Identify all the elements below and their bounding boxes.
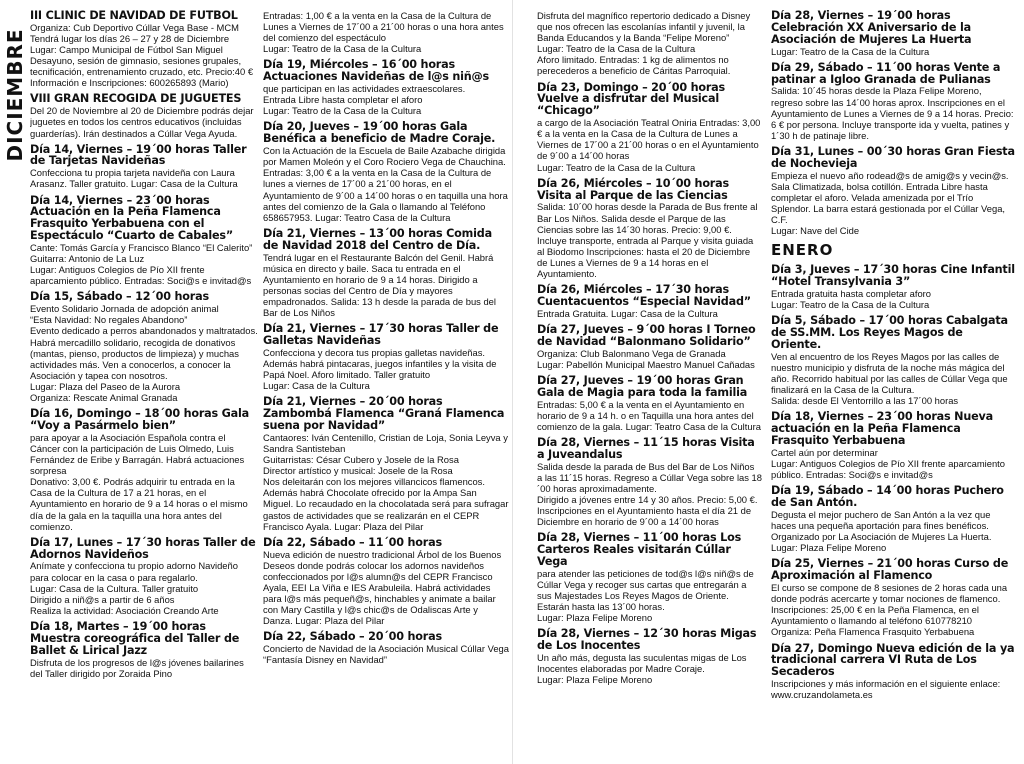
event-title: Día 28, Viernes – 12´30 horas Migas de Los Inocentes <box>537 627 757 653</box>
event-detail: Un año más, degusta las suculentas migas de Los Inocentes elaboradas por Madre Coraje. <box>537 652 747 675</box>
event-title: Día 17, Lunes – 17´30 horas Taller de Adornos Navideños <box>30 535 256 561</box>
event-item <box>263 396 509 531</box>
event-item <box>537 532 762 623</box>
event-item <box>537 437 762 527</box>
event-detail: Lugar: Plaza del Paseo de la Aurora <box>30 380 181 392</box>
event-item <box>263 631 509 665</box>
event-detail: Ven al encuentro de los Reyes Magos por las calles de nuestro municipio y disfruta de la noche más mágica del año. Recorrido habitual por las calles de Cúllar Vega que finalizará en la Casa de la Cultura. <box>771 350 1008 396</box>
event-item <box>30 621 258 679</box>
event-detail: Donativo: 3,00 €. Podrás adquirir tu entrada en la Casa de la Cultura de 17 a 21 horas, en el Ayuntamiento en horario de 9 a 14 horas o el mismo día de la gala en la taquilla una hora antes del comienzo. <box>30 476 248 532</box>
event-detail: Lugar: Antiguos Colegios de Pío XII frente aparcamiento público. Entradas: Soci@s e invitad@s <box>771 458 1005 481</box>
event-detail: a cargo de la Asociación Teatral Oniria Entradas: 3,00 € a la venta en la Casa de la Cultura de Lunes a Viernes de 17´00 a 21´00 horas o en el Ayuntamiento de 9´00 a 14´00 horas <box>537 117 761 162</box>
event-title: Día 27, Jueves – 19´00 horas Gran Gala de Magia para toda la familia <box>537 373 748 399</box>
event-title: Día 19, Miércoles – 16´00 horas Actuaciones Navideñas de l@s niñ@s <box>263 58 489 84</box>
event-title: Día 20, Jueves – 19´00 horas Gala Benéfica a beneficio de Madre Coraje. <box>263 120 496 146</box>
event-detail: Anímate y confecciona tu propio adorno Navideño para colocar en la casa o para regalarlo. <box>30 560 238 583</box>
event-detail: Lugar: Plaza Felipe Moreno <box>537 674 653 686</box>
event-title: Día 28, Viernes – 11´15 horas Visita a Juveandalus <box>537 435 755 461</box>
column-3 <box>537 10 762 760</box>
event-detail: Inscripciones y más información en el siguiente enlace: www.cruzandolameta.es <box>771 678 1001 701</box>
event-item <box>537 628 762 685</box>
event-title: Día 27, Jueves – 9´00 horas I Torneo de Navidad “Balonmano Solidario” <box>537 322 756 348</box>
event-detail: Empieza el nuevo año rodead@s de amig@s y vecin@s. Sala Climatizada, bolsa cotillón. Entrada Libre hasta completar el aforo. Velada amenizada por el Trío Splendor. La barra estará gestionada por el Cúllar Vega, C.F. <box>771 169 1009 226</box>
event-detail: Del 20 de Noviembre al 20 de Diciembre podrás dejar juguetes en todos los centros educativos (incluidas guarderías). Irán destinados a Cúllar Vega Ayuda. <box>30 105 254 139</box>
event-detail: Cartel aún por determinar <box>771 446 878 458</box>
event-item <box>537 375 762 432</box>
event-item <box>30 291 258 403</box>
event-detail: Organiza: Cub Deportivo Cúllar Vega Base - MCM <box>30 21 239 33</box>
event-title: III CLINIC DE NAVIDAD DE FÚTBOL <box>30 10 238 22</box>
event-item <box>537 284 762 319</box>
event-title: Día 22, Sábado – 20´00 horas <box>263 630 442 644</box>
event-item <box>771 264 1015 310</box>
side-month-label <box>2 30 28 160</box>
event-detail: Lugar: Teatro de la Casa de la Cultura <box>771 45 930 57</box>
event-detail: Salida desde la parada de Bus del Bar de Los Niños a las 11´15 horas. Regreso a Cúllar Vega sobre las 18´00 horas aproximadamente. <box>537 460 762 494</box>
event-detail: Realiza la actividad: Asociación Creando Arte <box>30 604 219 616</box>
event-detail: Aforo limitado. Entradas: 1 kg de alimentos no perecederos a beneficio de Cáritas Parroquial. <box>537 54 731 77</box>
event-detail: Dirigido a niñ@s a partir de 6 años <box>30 593 175 605</box>
event-detail: Información e Inscripciones: 600265893 (Mario) <box>30 77 229 89</box>
event-title: Día 3, Jueves – 17´30 horas Cine Infantil “Hotel Transylvania 3” <box>771 263 1015 289</box>
event-detail: para atender las peticiones de tod@s l@s niñ@s de Cúllar Vega y recoger sus cartas que entregarán a sus Majestades Los Reyes Magos de Oriente. Estarán hasta las 13´00 horas. <box>537 567 754 613</box>
event-item <box>771 411 1015 480</box>
event-item <box>30 408 258 532</box>
event-detail: Salida: 10´00 horas desde la Parada de Bus frente al Bar Los Niños. Salida desde el Parque de las Ciencias sobre las 14´30 horas. Precio: 9,00 €. Incluye transporte, entrada al Parque y visita guiada al Biodomo Inscripciones: hasta el 20 de Diciembre de Lunes a Viernes de 9 a 14 horas en el Ayuntamiento. <box>537 201 758 279</box>
event-detail: Entradas: 5,00 € a la venta en el Ayuntamiento en horario de 9 a 14 h. o en Taquilla una hora antes del comienzo de la gala. Lugar: Teatro Casa de la Cultura <box>537 398 761 432</box>
event-title: Día 22, Sábado – 11´00 horas <box>263 535 442 549</box>
month-heading: ENERO <box>771 241 834 260</box>
event-title: Día 16, Domingo – 18´00 horas Gala “Voy a Pasármelo bien” <box>30 407 249 432</box>
event-title: Día 29, Sábado – 11´00 horas Vente a patinar a Igloo Granada de Pulianas <box>771 60 1001 86</box>
event-detail: Lugar: Casa de la Cultura <box>263 380 370 392</box>
event-title: Día 25, Viernes – 21´00 horas Curso de Aproximación al Flamenco <box>771 557 1009 583</box>
event-detail: Nos deleitarán con los mejores villancicos flamencos. Además habrá Chocolate ofrecido por la Ampa San Miguel. Lo recaudado en la chocolatada será para sufragar gastos de actividades que se realizarán en el CEPR Francisco Ayala. Lugar: Plaza del Pilar <box>263 476 509 532</box>
event-detail: “Esta Navidad: No regales Abandono” <box>30 314 188 326</box>
event-detail: Lugar: Pabellón Municipal Maestro Manuel Cañadas <box>537 358 755 370</box>
event-detail: Desayuno, sesión de gimnasio, sesiones grupales, tecnificación, entrenamiento cruzado, etc. Precio:40 € <box>30 55 254 78</box>
event-detail: Salida: 10´45 horas desde la Plaza Felipe Moreno, regreso sobre las 14´00 horas aprox. Inscripciones en el Ayuntamiento de Lunes a Viernes de 9 a 14 horas. Precio: 6 € por persona. Incluye transporte ida y vuelta, patines y 1´30 h de patinaje libre. <box>771 85 1014 141</box>
event-title: Día 19, Sábado – 14´00 horas Puchero de San Antón. <box>771 484 1004 510</box>
event-detail: Dirigido a jóvenes entre 14 y 30 años. Precio: 5,00 €. Inscripciones en el Ayuntamiento hasta el día 21 de Diciembre en horario de 9´00 a 14´00 horas <box>537 493 758 528</box>
event-detail: Entradas: 1,00 € a la venta en la Casa de la Cultura de Lunes a Viernes de 17´00 a 21´00 horas o una hora antes del comienzo del espectáculo <box>263 10 504 44</box>
event-title: Día 23, Domingo – 20´00 horas Vuelve a disfrutar del Musical “Chicago” <box>537 80 725 118</box>
event-detail: Lugar: Teatro de la Casa de la Cultura <box>537 43 696 55</box>
event-item <box>537 324 762 370</box>
event-item <box>537 178 762 279</box>
event-detail: Confecciona tu propia tarjeta navideña con Laura Arasanz. Taller gratuito. Lugar: Casa de la Cultura <box>30 167 238 190</box>
event-detail: Entrada gratuita hasta completar aforo <box>771 288 931 299</box>
event-item <box>263 10 509 54</box>
event-title: Día 28, Viernes – 19´00 horas Celebración XX Aniversario de la Asociación de Mujeres La Huerta <box>771 10 972 46</box>
event-detail: Lugar: Antiguos Colegios de Pío XII frente aparcamiento público. Entradas: Soci@s e invitad@s <box>30 264 252 287</box>
event-detail: para apoyar a la Asociación Española contra el Cáncer con la participación de Luis Olmedo, Luis Fernández de Eribe y Barragán. Habrá actuaciones sorpresa <box>30 431 245 477</box>
column-1 <box>30 10 258 760</box>
event-item <box>30 10 258 88</box>
event-title: Día 28, Viernes – 11´00 horas Los Carteros Reales visitarán Cúllar Vega <box>537 531 742 568</box>
event-item <box>263 323 509 391</box>
event-detail: Concierto de Navidad de la Asociación Musical Cúllar Vega <box>263 643 509 655</box>
fold-line <box>512 0 513 764</box>
event-detail: Cantaores: Iván Centenillo, Cristian de Loja, Sonia Leyva y Sandra Santisteban <box>263 431 508 454</box>
event-item <box>771 62 1015 141</box>
event-item <box>30 144 258 190</box>
event-detail: Lugar: Teatro de la Casa de la Cultura <box>537 161 696 173</box>
event-detail: Organiza: Club Balonmano Vega de Granada <box>537 347 726 359</box>
event-title: Día 15, Sábado – 12´00 horas <box>30 290 209 304</box>
event-detail: Tendrá lugar en el Restaurante Balcón del Genil. Habrá música en directo y baile. Saca tu entrada en el Ayuntamiento en horario de 9 a 14 horas. Dirigido a personas socias del Centro de Día y mayores empadronados. Salida: 13 h desde la parada de bus del Bar de Los Niños <box>263 251 496 319</box>
event-item <box>537 82 762 173</box>
event-detail: Lugar: Teatro de la Casa de la Cultura <box>771 299 930 311</box>
event-item <box>771 315 1015 406</box>
event-detail: “Fantasía Disney en Navidad” <box>263 654 388 666</box>
event-detail: Organiza: Rescate Animal Granada <box>30 392 178 404</box>
event-item <box>771 146 1015 236</box>
event-item <box>771 485 1015 553</box>
event-item <box>771 10 1015 57</box>
event-title: Día 27, Domingo Nueva edición de la ya tradicional carrera VI Ruta de Los Secaderos <box>771 641 1015 679</box>
event-detail: Cante: Tomás García y Francisco Blanco “El Calerito” <box>30 242 253 254</box>
column-2 <box>263 10 509 760</box>
event-title: Día 5, Sábado – 17´00 horas Cabalgata de SS.MM. Los Reyes Magos de Oriente. <box>771 314 1008 351</box>
event-title: Día 26, Miércoles – 17´30 horas Cuentacuentos “Especial Navidad” <box>537 283 751 308</box>
event-title: Día 18, Viernes – 23´00 horas Nueva actuación en la Peña Flamenca Frasquito Yerbabuena <box>771 410 993 448</box>
event-detail: Director artístico y musical: Josele de la Rosa <box>263 465 453 477</box>
event-item <box>263 228 509 318</box>
event-item <box>771 643 1015 701</box>
event-item <box>537 10 762 77</box>
event-detail: Lugar: Casa de la Cultura. Taller gratuito <box>30 582 199 594</box>
event-detail: Entrada Libre hasta completar el aforo <box>263 94 423 106</box>
event-item <box>30 537 258 616</box>
event-detail: Lugar: Teatro de la Casa de la Cultura <box>263 105 422 117</box>
event-title: Día 26, Miércoles – 10´00 horas Visita al Parque de las Ciencias <box>537 176 729 202</box>
event-item <box>771 558 1015 637</box>
side-title: DICIEMBRE <box>3 28 27 162</box>
event-detail: Degusta el mejor puchero de San Antón a la vez que haces una pequeña aportación para fines benéficos. Organizado por La Asociación de Mujeres La Huerta. Lugar: Plaza Felipe Moreno <box>771 508 992 554</box>
event-detail: Evento Solidario Jornada de adopción animal <box>30 303 219 315</box>
event-item <box>263 121 509 222</box>
event-detail: Disfruta del magnífico repertorio dedicado a Disney que nos ofrecen las escolanías infantil y juvenil, la Banda Educandos y la Banda “Felipe Moreno” <box>537 10 751 44</box>
column-4 <box>771 10 1015 760</box>
event-detail: Disfruta de los progresos de l@s jóvenes bailarines del Taller dirigido por Zoraida Pino <box>30 656 244 679</box>
event-item <box>30 195 258 287</box>
event-title: Día 18, Martes – 19´00 horas Muestra coreográfica del Taller de Ballet & Lirical Jazz <box>30 619 240 657</box>
event-detail: Lugar: Plaza Felipe Moreno <box>537 612 653 624</box>
event-detail: Con la Actuación de la Escuela de Baile Azabache dirigida por Mamen Moleón y el Coro Rociero Vega de Chauchina. Entradas: 3,00 € a la venta en la Casa de la Cultura de lunes a viernes de 17´00 a 21´00 horas, en el Ayuntamiento de 9´00 a 14´00 horas o en taquilla una hora antes del comienzo de la Gala o llamando al Teléfono 658657953. Lugar: Teatro Casa de la Cultura <box>263 145 508 223</box>
event-detail: Organiza: Peña Flamenca Frasquito Yerbabuena <box>771 626 975 638</box>
event-detail: Lugar: Nave del Cide <box>771 225 860 237</box>
event-item <box>263 59 509 116</box>
event-item <box>30 93 258 138</box>
event-item <box>263 537 509 627</box>
event-detail: Lugar: Teatro de la Casa de la Cultura <box>263 43 422 55</box>
event-detail: Tendrá lugar los días 26 – 27 y 28 de Diciembre <box>30 32 230 44</box>
event-title: Día 14, Viernes – 19´00 horas Taller de Tarjetas Navideñas <box>30 142 247 168</box>
event-detail: Guitarristas: César Cubero y Josele de la Rosa <box>263 454 459 466</box>
event-title: Día 14, Viernes – 23´00 horas Actuación en la Peña Flamenca Frasquito Yerbabuena con el Espectáculo “Cuarto de Cabales” <box>30 193 234 243</box>
event-detail: Confecciona y decora tus propias galletas navideñas. Además habrá pintacaras, juegos infantiles y la visita de Papá Noel. Aforo limitado. Taller gratuito <box>263 346 497 381</box>
event-title: Día 31, Lunes – 00´30 horas Gran Fiesta de Nochevieja <box>771 144 1015 170</box>
event-title: Día 21, Viernes – 17´30 horas Taller de Galletas Navideñas <box>263 322 499 347</box>
event-detail: Lugar: Campo Municipal de Fútbol San Miguel <box>30 44 223 56</box>
event-detail: Evento dedicado a perros abandonados y maltratados. Habrá mercadillo solidario, recogida de donativos (mantas, pienso, productos de limpieza) y muchas actividades más. Ven a conocerlos, a conocer la Asociación y tapea con nosotros. <box>30 325 258 381</box>
event-detail: Nueva edición de nuestro tradicional Árbol de los Buenos Deseos donde podrás colocar los adornos navideños confeccionados por l@s alumn@s del CEPR Francisco Ayala, EEI La Viña e IES Arabuleila. Habrá actividades para l@s más pequeñ@s, hinchables y animate a bailar con Mary Castilla y l@s chic@s de Odaliscas Arte y Danza. Lugar: Plaza del Pilar <box>263 548 502 627</box>
event-detail: Entrada Gratuita. Lugar: Casa de la Cultura <box>537 307 718 319</box>
event-detail: Guitarra: Antonio de La Luz <box>30 253 145 265</box>
event-title: VIII GRAN RECOGIDA DE JUGUETES <box>30 92 242 106</box>
event-detail: Salida: desde El Ventorrillo a las 17´00 horas <box>771 395 959 407</box>
event-detail: El curso se compone de 8 sesiones de 2 horas cada una donde podrás acercarte y tomar nociones de flamenco. Inscripciones: 25,00 € en la Peña Flamenca, en el Ayuntamiento o llamando al teléfono 610778210 <box>771 582 1008 627</box>
event-detail: que participan en las actividades extraescolares. <box>263 83 466 95</box>
event-title: Día 21, Viernes – 13´00 horas Comida de Navidad 2018 del Centro de Día. <box>263 226 492 252</box>
event-title: Día 21, Viernes – 20´00 horas Zambombá Flamenca “Graná Flamenca suena por Navidad” <box>263 395 505 432</box>
